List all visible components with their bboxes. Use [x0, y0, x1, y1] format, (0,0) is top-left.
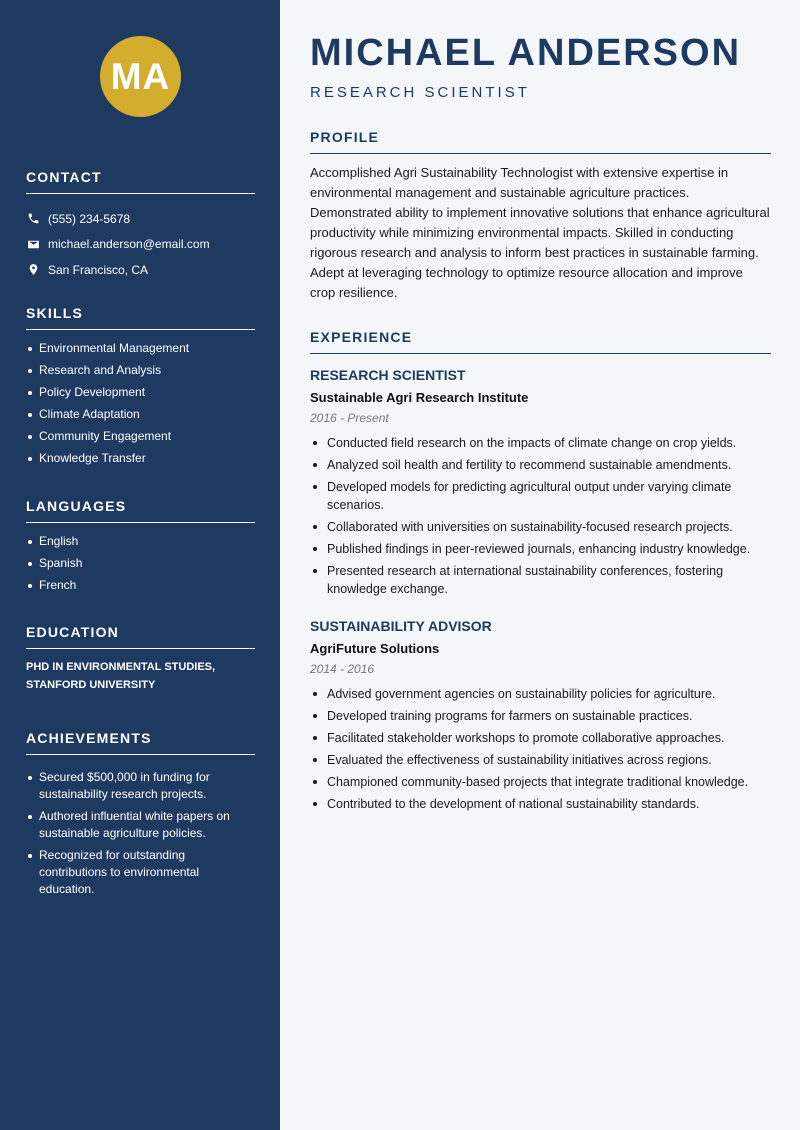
job-dates: 2014 - 2016: [310, 662, 375, 676]
job-title: SUSTAINABILITY ADVISOR: [310, 618, 492, 634]
location-icon: [26, 263, 40, 277]
profile-text: Accomplished Agri Sustainability Technologist with extensive expertise in environmental management and sustainable agriculture practices. Demonstrated ability to implement innovative solutions that enhance agricultural productivity while minimizing environmental impacts. Skilled in conducting rigorous research and analysis to inform best practices in sustainable farming. Adept at leveraging technology to optimize resource allocation and improve crop resilience.: [310, 165, 770, 300]
list-item: Advised government agencies on sustainability policies for agriculture.: [310, 685, 771, 703]
list-item: English: [26, 533, 255, 550]
avatar: MA: [100, 36, 181, 117]
education-degree: PHD IN ENVIRONMENTAL STUDIES, STANFORD UNIVERSITY: [26, 661, 216, 691]
achievements-heading: ACHIEVEMENTS: [26, 730, 255, 755]
list-item: Community Engagement: [26, 428, 255, 445]
job-bullets: [310, 685, 771, 813]
contact-phone-text: (555) 234-5678: [48, 211, 131, 226]
achievements-section: [26, 730, 255, 903]
education-heading: EDUCATION: [26, 624, 255, 649]
list-item: Facilitated stakeholder workshops to promote collaborative approaches.: [310, 729, 771, 747]
list-item: Secured $500,000 in funding for sustainability research projects.: [26, 769, 255, 803]
education-section: [26, 624, 255, 694]
phone-icon: [26, 212, 40, 226]
skills-section: [26, 305, 255, 472]
list-item: Recognized for outstanding contributions to environmental education.: [26, 847, 255, 898]
list-item: Climate Adaptation: [26, 406, 255, 423]
list-item: Published findings in peer-reviewed journals, enhancing industry knowledge.: [310, 540, 771, 558]
contact-email: [26, 232, 255, 258]
job-bullets: [310, 434, 771, 598]
contact-location: [26, 257, 255, 283]
list-item: Analyzed soil health and fertility to recommend sustainable amendments.: [310, 456, 771, 474]
languages-list: [26, 533, 255, 594]
list-item: Environmental Management: [26, 340, 255, 357]
achievements-list: [26, 769, 255, 898]
job-company: AgriFuture Solutions: [310, 641, 440, 656]
experience-heading: EXPERIENCE: [310, 329, 771, 354]
email-icon: [26, 237, 40, 251]
contact-section: [26, 169, 255, 283]
contact-list: [26, 206, 255, 283]
job-dates: 2016 - Present: [310, 411, 389, 425]
languages-section: [26, 498, 255, 599]
job-entry: [310, 617, 771, 817]
candidate-name: MICHAEL ANDERSON: [310, 32, 742, 74]
skills-list: [26, 340, 255, 467]
list-item: Spanish: [26, 555, 255, 572]
list-item: Knowledge Transfer: [26, 450, 255, 467]
candidate-role: RESEARCH SCIENTIST: [310, 84, 530, 101]
profile-heading: PROFILE: [310, 129, 771, 154]
contact-heading: CONTACT: [26, 169, 255, 194]
list-item: Contributed to the development of national sustainability standards.: [310, 795, 771, 813]
job-company: Sustainable Agri Research Institute: [310, 390, 529, 405]
skills-heading: SKILLS: [26, 305, 255, 330]
list-item: Championed community-based projects that integrate traditional knowledge.: [310, 773, 771, 791]
list-item: Collaborated with universities on sustainability-focused research projects.: [310, 518, 771, 536]
list-item: Policy Development: [26, 384, 255, 401]
list-item: French: [26, 577, 255, 594]
languages-heading: LANGUAGES: [26, 498, 255, 523]
list-item: Research and Analysis: [26, 362, 255, 379]
list-item: Developed training programs for farmers on sustainable practices.: [310, 707, 771, 725]
job-title: RESEARCH SCIENTIST: [310, 367, 466, 383]
list-item: Conducted field research on the impacts of climate change on crop yields.: [310, 434, 771, 452]
contact-email-text: michael.anderson@email.com: [48, 237, 210, 252]
list-item: Evaluated the effectiveness of sustainability initiatives across regions.: [310, 751, 771, 769]
job-entry: [310, 366, 771, 602]
contact-phone: [26, 206, 255, 232]
list-item: Authored influential white papers on sustainable agriculture policies.: [26, 808, 255, 842]
list-item: Presented research at international sustainability conferences, fostering knowledge exchange.: [310, 562, 771, 598]
list-item: Developed models for predicting agricultural output under varying climate scenarios.: [310, 478, 771, 514]
sidebar: [0, 0, 280, 1130]
contact-location-text: San Francisco, CA: [48, 262, 149, 277]
